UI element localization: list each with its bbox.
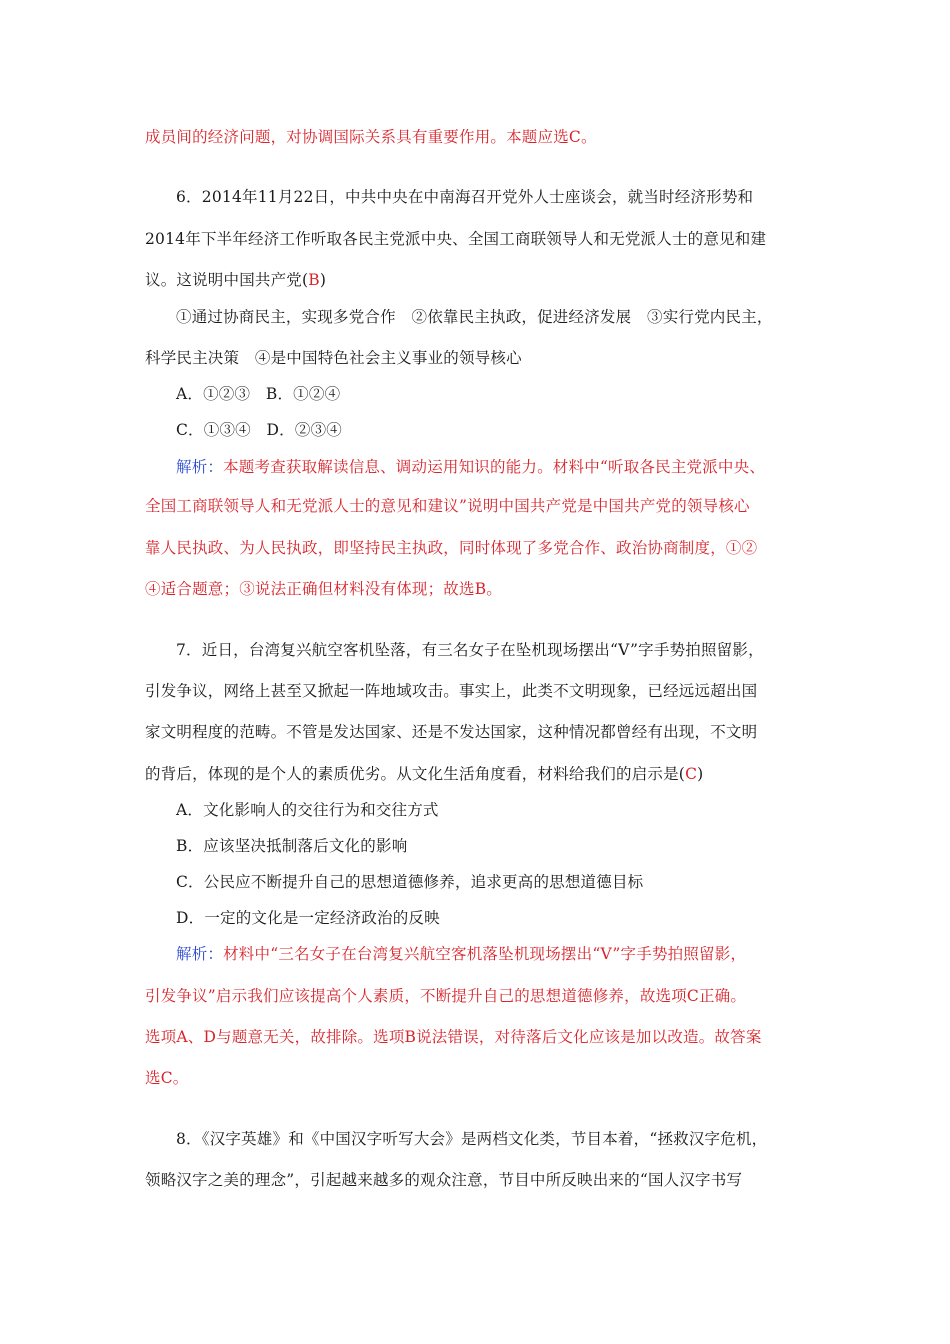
q7-stem-line-1: 7．近日，台湾复兴航空客机坠落，有三名女子在坠机现场摆出“V”字手势拍照留影， [176,641,764,659]
q6-analysis-label: 解析： [176,458,224,476]
q6-statements-line-2: 科学民主决策 ④是中国特色社会主义事业的领导核心 [145,349,522,367]
q7-analysis-text: 材料中“三名女子在台湾复兴航空客机落坠机现场摆出“V”字手势拍照留影， [223,945,747,963]
q8-stem-line-2: 领略汉字之美的理念”，引起越来越多的观众注意，节目中所反映出来的“国人汉字书写 [145,1171,743,1189]
q7-stem-line-4 [145,764,815,784]
q6-stem-line-3 [145,270,815,290]
q6-stem-line-1: 6．2014年11月22日，中共中央在中南海召开党外人士座谈会，就当时经济形势和 [176,188,754,206]
q7-analysis-label: 解析： [176,945,224,963]
q7-stem-text: 的背后，体现的是个人的素质优劣。从文化生活角度看，材料给我们的启示是( [145,765,686,783]
q6-choices-ab: A．①②③ B．①②④ [176,385,341,403]
q8-stem-line-1: 8．《汉字英雄》和《中国汉字听写大会》是两档文化类，节目本着，“拯救汉字危机， [176,1130,768,1148]
q6-analysis-line-2: 全国工商联领导人和无党派人士的意见和建议”说明中国共产党是中国共产党的领导核心 [145,497,750,515]
q7-close-paren: ) [697,765,704,783]
q7-option-b: B．应该坚决抵制落后文化的影响 [176,837,408,855]
q6-choices-cd: C．①③④ D．②③④ [176,421,342,439]
q6-statements-line-1: ①通过协商民主，实现多党合作 ②依靠民主执政，促进经济发展 ③实行党内民主， [176,308,773,326]
q7-option-a: A．文化影响人的交往行为和交往方式 [176,801,439,819]
q7-answer: C [685,765,698,783]
q6-analysis-line-1 [176,457,846,477]
q7-option-c: C．公民应不断提升自己的思想道德修养，追求更高的思想道德目标 [176,873,644,891]
q6-stem-text: 议。这说明中国共产党( [145,271,309,289]
previous-answer-note: 成员间的经济问题，对协调国际关系具有重要作用。本题应选C。 [145,128,597,146]
q6-analysis-line-3: 靠人民执政、为人民执政，即坚持民主执政，同时体现了多党合作、政治协商制度，①② [145,539,758,557]
q6-close-paren: ) [319,271,327,289]
q7-analysis-line-4: 选C。 [145,1069,189,1087]
q7-option-d: D．一定的文化是一定经济政治的反映 [176,909,440,927]
q7-analysis-line-2: 引发争议”启示我们应该提高个人素质，不断提升自己的思想道德修养，故选项C正确。 [145,987,747,1005]
q6-answer: B [308,271,320,289]
q6-stem-line-2: 2014年下半年经济工作听取各民主党派中央、全国工商联领导人和无党派人士的意见和建 [145,230,767,248]
q7-stem-line-2: 引发争议，网络上甚至又掀起一阵地域攻击。事实上，此类不文明现象，已经远远超出国 [145,682,758,700]
q7-analysis-line-1 [176,944,846,964]
q7-analysis-line-3: 选项A、D与题意无关，故排除。选项B说法错误，对待落后文化应该是加以改造。故答案 [145,1028,762,1046]
q6-analysis-text: 本题考查获取解读信息、调动运用知识的能力。材料中“听取各民主党派中央、 [223,458,766,476]
q6-analysis-line-4: ④适合题意；③说法正确但材料没有体现；故选B。 [145,580,502,598]
q7-stem-line-3: 家文明程度的范畴。不管是发达国家、还是不发达国家，这种情况都曾经有出现，不文明 [145,723,758,741]
